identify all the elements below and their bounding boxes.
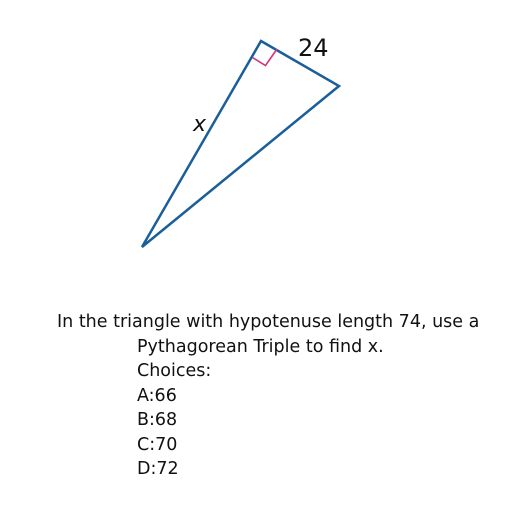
choice-b: B:68 bbox=[137, 410, 178, 430]
triangle bbox=[142, 41, 339, 247]
choice-c: C:70 bbox=[137, 434, 178, 455]
choice-d: D:72 bbox=[137, 459, 179, 479]
question-line-2: Pythagorean Triple to find x. bbox=[137, 336, 384, 357]
choice-a: A:66 bbox=[137, 385, 177, 406]
side-label-24: 24 bbox=[298, 34, 329, 62]
choices-label: Choices: bbox=[137, 361, 212, 381]
question-block bbox=[137, 335, 384, 482]
side-label-x: x bbox=[193, 112, 207, 137]
question-line-1: In the triangle with hypotenuse length 74, use a bbox=[57, 312, 480, 332]
